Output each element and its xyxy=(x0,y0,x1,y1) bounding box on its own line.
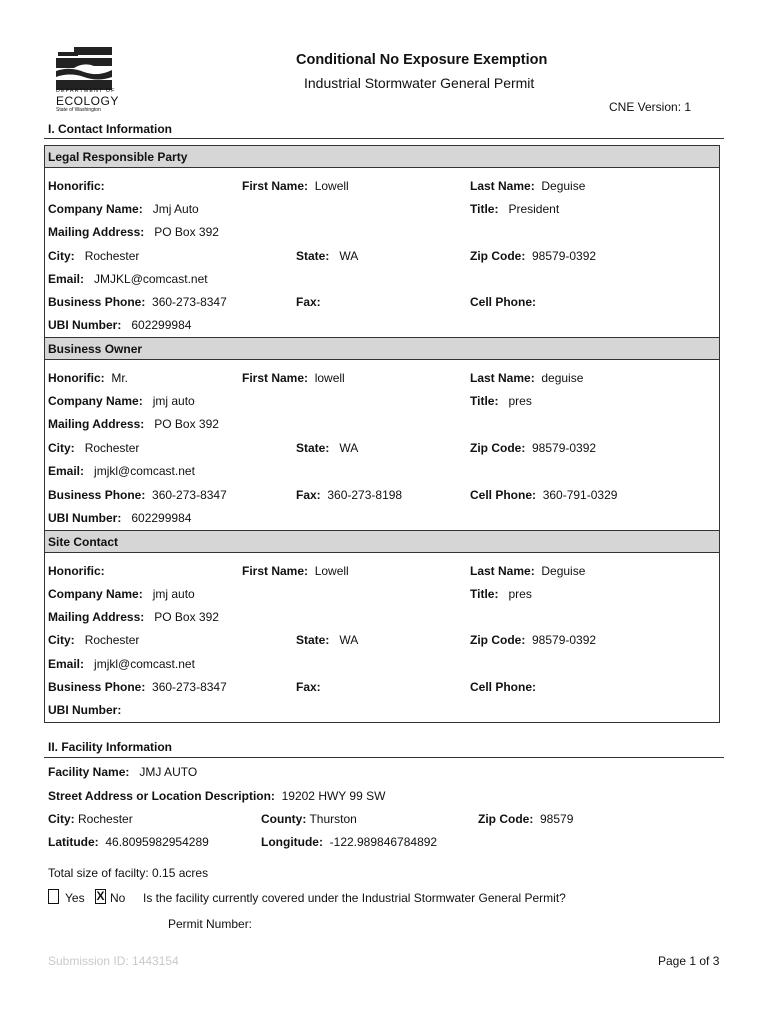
facility-zip xyxy=(478,812,573,826)
legal-honorific xyxy=(48,179,105,193)
site-contact-heading: Site Contact xyxy=(48,535,119,549)
legal-cell xyxy=(470,295,539,309)
facility-street xyxy=(48,789,385,803)
site-email xyxy=(48,657,195,671)
street-label: Street Address or Location Description: xyxy=(48,789,275,803)
last-name-value: Deguise xyxy=(541,564,586,578)
facility-latitude xyxy=(48,835,209,849)
business-phone-label: Business Phone: xyxy=(48,488,146,502)
total-size: Total size of facilty: 0.15 acres xyxy=(48,866,209,880)
logo-state-text: State of Washington xyxy=(56,107,101,113)
site-contact-header xyxy=(45,530,719,553)
site-business-phone xyxy=(48,680,227,694)
owner-mailing xyxy=(48,417,219,431)
ubi-label: UBI Number: xyxy=(48,703,122,717)
city-value: Rochester xyxy=(84,249,140,263)
legal-title xyxy=(470,202,559,216)
email-value: JMJKL@comcast.net xyxy=(94,272,208,286)
latitude-label: Latitude: xyxy=(48,835,99,849)
first-name-value: Lowell xyxy=(314,179,349,193)
legal-state xyxy=(296,249,358,263)
company-label: Company Name: xyxy=(48,202,143,216)
site-honorific xyxy=(48,564,108,578)
business-owner-header xyxy=(45,337,719,360)
state-label: State: xyxy=(296,249,330,263)
title-value: pres xyxy=(508,394,532,408)
legal-party-header xyxy=(45,145,719,168)
mailing-label: Mailing Address: xyxy=(48,225,145,239)
zip-value: 98579-0392 xyxy=(532,441,597,455)
zip-value: 98579-0392 xyxy=(532,633,597,647)
last-name-value: Deguise xyxy=(541,179,586,193)
coverage-question: Is the facility currently covered under the Industrial Stormwater General Permit? xyxy=(143,891,566,905)
city-label: City: xyxy=(48,249,75,263)
owner-first-name xyxy=(242,371,345,385)
site-fax xyxy=(296,680,324,694)
cell-value: 360-791-0329 xyxy=(542,488,618,502)
longitude-label: Longitude: xyxy=(261,835,323,849)
legal-mailing xyxy=(48,225,219,239)
no-label: No xyxy=(110,891,126,905)
title-label: Title: xyxy=(470,587,499,601)
facility-city-label: City: xyxy=(48,812,75,826)
yes-label: Yes xyxy=(65,891,85,905)
state-value: WA xyxy=(339,441,359,455)
ubi-label: UBI Number: xyxy=(48,318,122,332)
owner-company xyxy=(48,394,195,408)
company-value: jmj auto xyxy=(152,394,195,408)
company-label: Company Name: xyxy=(48,394,143,408)
fax-value: 360-273-8198 xyxy=(327,488,403,502)
document-subtitle: Industrial Stormwater General Permit xyxy=(304,75,535,91)
last-name-label: Last Name: xyxy=(470,564,535,578)
no-checkbox[interactable]: X xyxy=(96,889,105,903)
owner-email xyxy=(48,464,195,478)
page-number: Page 1 of 3 xyxy=(658,954,720,968)
permit-number-label: Permit Number: xyxy=(168,917,253,931)
site-ubi xyxy=(48,703,128,717)
facility-name-value: JMJ AUTO xyxy=(139,765,198,779)
county-value: Thurston xyxy=(309,812,357,826)
facility-zip-label: Zip Code: xyxy=(478,812,534,826)
section-facility-title: II. Facility Information xyxy=(48,740,173,754)
county-label: County: xyxy=(261,812,307,826)
cne-version: CNE Version: 1 xyxy=(609,100,692,114)
ecology-logo-mark xyxy=(54,44,118,94)
facility-longitude xyxy=(261,835,437,849)
section-facility-rule xyxy=(44,757,724,758)
owner-fax xyxy=(296,488,402,502)
legal-email xyxy=(48,272,208,286)
zip-value: 98579-0392 xyxy=(532,249,597,263)
legal-zip xyxy=(470,249,596,263)
ecology-logo xyxy=(54,44,118,120)
site-last-name xyxy=(470,564,585,578)
fax-label: Fax: xyxy=(296,680,321,694)
facility-city-value: Rochester xyxy=(78,812,133,826)
site-first-name xyxy=(242,564,349,578)
facility-name-label: Facility Name: xyxy=(48,765,130,779)
cell-label: Cell Phone: xyxy=(470,295,537,309)
city-value: Rochester xyxy=(84,441,140,455)
first-name-label: First Name: xyxy=(242,179,309,193)
state-value: WA xyxy=(339,249,359,263)
facility-county xyxy=(261,812,357,826)
logo-dept-text: DEPARTMENT OF xyxy=(56,88,116,94)
mailing-label: Mailing Address: xyxy=(48,417,145,431)
title-value: pres xyxy=(508,587,532,601)
honorific-value: Mr. xyxy=(111,371,129,385)
facility-city xyxy=(48,812,133,826)
document-title: Conditional No Exposure Exemption xyxy=(296,52,548,68)
legal-last-name xyxy=(470,179,585,193)
company-label: Company Name: xyxy=(48,587,143,601)
state-label: State: xyxy=(296,441,330,455)
honorific-label: Honorific: xyxy=(48,179,105,193)
business-phone-value: 360-273-8347 xyxy=(152,295,227,309)
site-state xyxy=(296,633,358,647)
facility-name xyxy=(48,765,197,779)
owner-zip xyxy=(470,441,596,455)
state-value: WA xyxy=(339,633,359,647)
street-value: 19202 HWY 99 SW xyxy=(281,789,386,803)
legal-first-name xyxy=(242,179,349,193)
state-label: State: xyxy=(296,633,330,647)
email-value: jmjkl@comcast.net xyxy=(94,657,195,671)
fax-label: Fax: xyxy=(296,488,321,502)
mailing-value: PO Box 392 xyxy=(154,225,219,239)
legal-business-phone xyxy=(48,295,227,309)
city-label: City: xyxy=(48,441,75,455)
section-contact-rule xyxy=(44,138,724,139)
email-label: Email: xyxy=(48,272,85,286)
first-name-label: First Name: xyxy=(242,564,309,578)
site-cell xyxy=(470,680,539,694)
honorific-label: Honorific: xyxy=(48,564,105,578)
site-zip xyxy=(470,633,596,647)
legal-ubi xyxy=(48,318,191,332)
zip-label: Zip Code: xyxy=(470,249,526,263)
mailing-value: PO Box 392 xyxy=(154,417,219,431)
email-value: jmjkl@comcast.net xyxy=(94,464,195,478)
owner-honorific xyxy=(48,371,128,385)
last-name-label: Last Name: xyxy=(470,179,535,193)
email-label: Email: xyxy=(48,464,85,478)
logo-ecology-text: ECOLOGY xyxy=(56,94,119,108)
ubi-value: 602299984 xyxy=(131,511,192,525)
site-mailing xyxy=(48,610,219,624)
cell-label: Cell Phone: xyxy=(470,488,537,502)
owner-business-phone xyxy=(48,488,227,502)
business-phone-value: 360-273-8347 xyxy=(152,680,227,694)
owner-ubi xyxy=(48,511,191,525)
legal-party-heading: Legal Responsible Party xyxy=(48,150,188,164)
owner-city xyxy=(48,441,139,455)
city-value: Rochester xyxy=(84,633,140,647)
mailing-value: PO Box 392 xyxy=(154,610,219,624)
company-value: jmj auto xyxy=(152,587,195,601)
legal-fax xyxy=(296,295,324,309)
section-contact-title: I. Contact Information xyxy=(48,122,172,136)
honorific-label: Honorific: xyxy=(48,371,105,385)
first-name-value: lowell xyxy=(314,371,345,385)
site-city xyxy=(48,633,139,647)
yes-checkbox[interactable] xyxy=(48,889,59,904)
business-owner-heading: Business Owner xyxy=(48,342,143,356)
email-label: Email: xyxy=(48,657,85,671)
last-name-label: Last Name: xyxy=(470,371,535,385)
owner-title xyxy=(470,394,532,408)
longitude-value: -122.989846784892 xyxy=(329,835,438,849)
submission-id: Submission ID: 1443154 xyxy=(48,954,179,968)
business-phone-label: Business Phone: xyxy=(48,295,146,309)
facility-zip-value: 98579 xyxy=(540,812,574,826)
zip-label: Zip Code: xyxy=(470,633,526,647)
legal-city xyxy=(48,249,139,263)
last-name-value: deguise xyxy=(541,371,584,385)
cell-label: Cell Phone: xyxy=(470,680,537,694)
first-name-value: Lowell xyxy=(314,564,349,578)
business-phone-label: Business Phone: xyxy=(48,680,146,694)
business-phone-value: 360-273-8347 xyxy=(152,488,227,502)
owner-last-name xyxy=(470,371,583,385)
ubi-value: 602299984 xyxy=(131,318,192,332)
title-value: President xyxy=(508,202,560,216)
title-label: Title: xyxy=(470,202,499,216)
owner-cell xyxy=(470,488,617,502)
zip-label: Zip Code: xyxy=(470,441,526,455)
legal-company xyxy=(48,202,199,216)
site-title xyxy=(470,587,532,601)
ubi-label: UBI Number: xyxy=(48,511,122,525)
first-name-label: First Name: xyxy=(242,371,309,385)
company-value: Jmj Auto xyxy=(152,202,199,216)
owner-state xyxy=(296,441,358,455)
latitude-value: 46.8095982954289 xyxy=(105,835,209,849)
city-label: City: xyxy=(48,633,75,647)
site-company xyxy=(48,587,195,601)
title-label: Title: xyxy=(470,394,499,408)
fax-label: Fax: xyxy=(296,295,321,309)
mailing-label: Mailing Address: xyxy=(48,610,145,624)
